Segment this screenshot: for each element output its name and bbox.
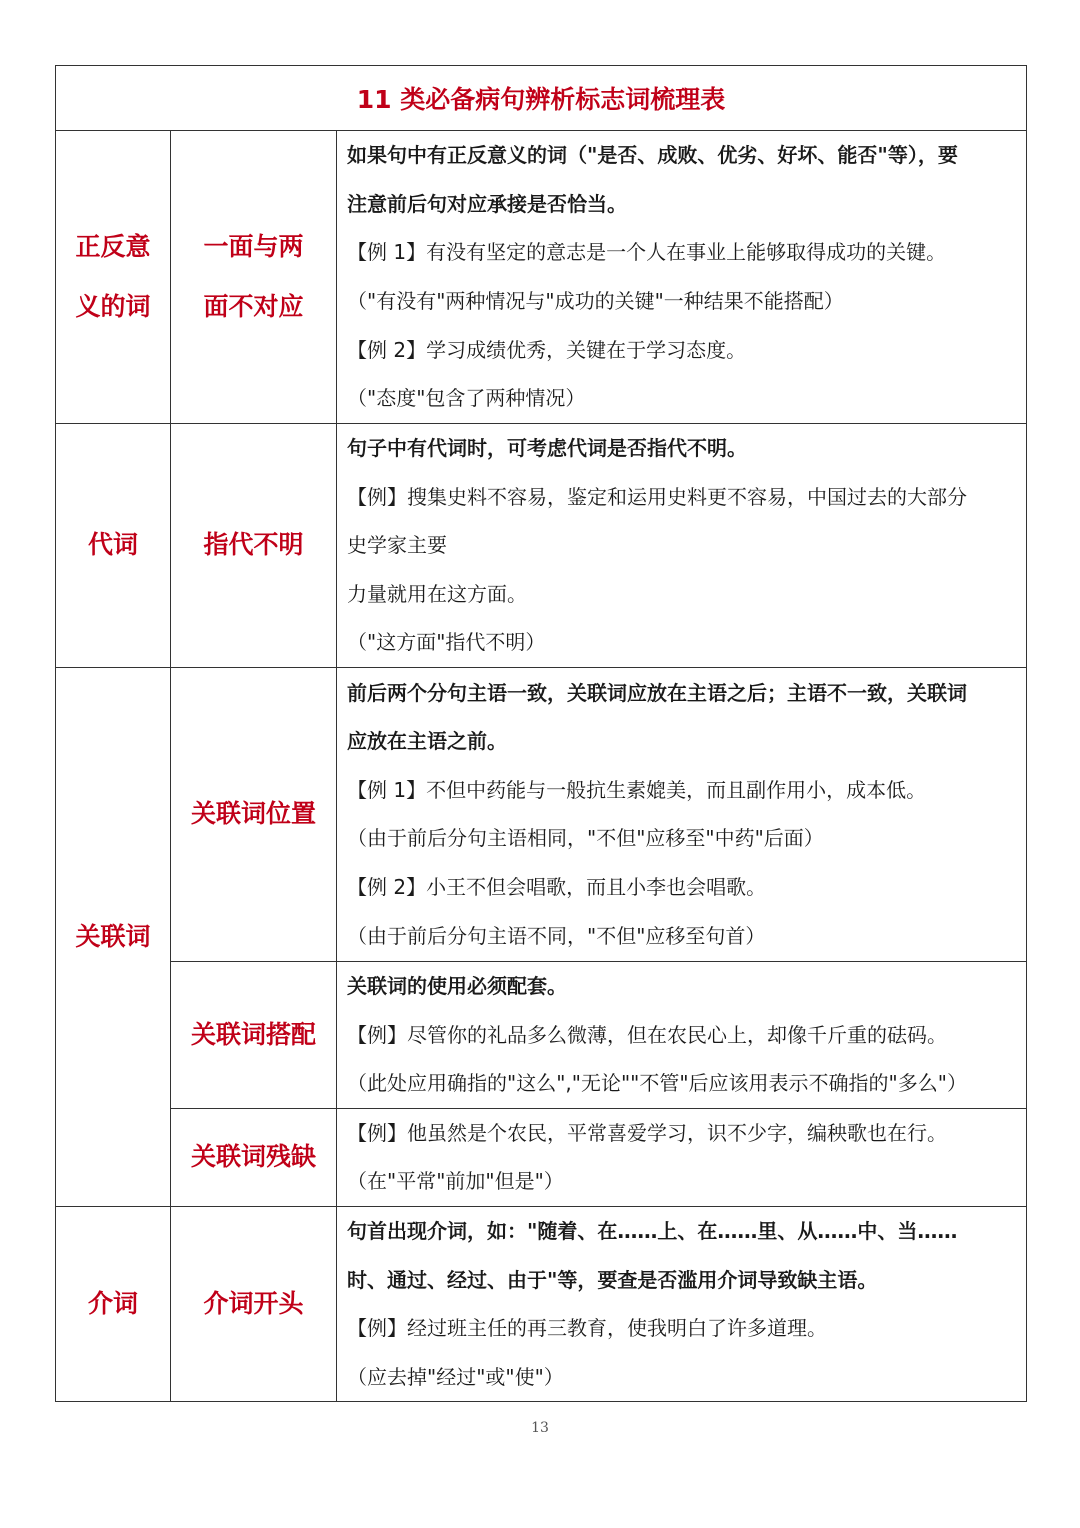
table-row [56,961,1027,1108]
content-cell [337,667,1027,961]
category-label: 正反意 [75,232,151,261]
category-cell [56,131,171,424]
subtype-cell [171,1108,337,1206]
rule-text: 如果句中有正反意义的词（"是否、成败、优劣、好坏、能否"等），要 [347,143,958,168]
content-cell [337,131,1027,424]
content-cell [337,1206,1027,1401]
rule-text: 关联词的使用必须配套。 [347,973,567,998]
summary-table [55,65,1027,1402]
subtype-cell [171,131,337,424]
subtype-cell [171,424,337,668]
example-text: （"这方面"指代不明） [347,630,546,655]
rule-text: 注意前后句对应承接是否恰当。 [347,191,627,216]
page-number: 13 [531,1420,549,1436]
example-text: 【例】经过班主任的再三教育，使我明白了许多道理。 [347,1316,827,1341]
category-cell [56,1206,171,1401]
category-cell [56,667,171,1206]
example-text: （由于前后分句主语相同，"不但"应移至"中药"后面） [347,826,824,851]
category-label: 义的词 [75,292,151,321]
rule-text: 时、通过、经过、由于"等，要查是否滥用介词导致缺主语。 [347,1267,878,1292]
example-text: 【例】尽管你的礼品多么微薄，但在农民心上，却像千斤重的砝码。 [347,1022,947,1047]
category-label: 关联词 [75,921,151,951]
subtype-cell [171,961,337,1108]
example-text: （"态度"包含了两种情况） [347,386,586,411]
example-text: 力量就用在这方面。 [347,581,527,606]
subtype-cell [171,1206,337,1401]
table-row [56,131,1027,424]
table-title: 11 类必备病句辨析标志词梳理表 [56,66,1027,131]
example-text: （在"平常"前加"但是"） [347,1169,564,1194]
example-text: （此处应用确指的"这么","无论""不管"后应该用表示不确指的"多么"） [347,1071,967,1096]
example-text: 【例 2】小王不但会唱歌，而且小李也会唱歌。 [347,875,767,900]
example-text: 【例 1】不但中药能与一般抗生素媲美，而且副作用小，成本低。 [347,777,927,802]
content-cell [337,1108,1027,1206]
example-text: （"有没有"两种情况与"成功的关键"一种结果不能搭配） [347,289,844,313]
example-text: 【例 2】学习成绩优秀，关键在于学习态度。 [347,337,747,362]
rule-text: 前后两个分句主语一致，关联词应放在主语之后；主语不一致，关联词 [347,680,967,705]
example-text: 【例】搜集史料不容易，鉴定和运用史料更不容易，中国过去的大部分 [347,484,967,509]
example-text: 【例】他虽然是个农民，平常喜爱学习，识不少字，编秧歌也在行。 [347,1120,947,1145]
category-label: 介词 [87,1289,138,1319]
content-cell [337,961,1027,1108]
subtype-label: 面不对应 [203,292,304,321]
subtype-cell [171,667,337,961]
example-text: （由于前后分句主语不同，"不但"应移至句首） [347,923,766,948]
subtype-label: 一面与两 [203,232,304,261]
table-row [56,424,1027,668]
table-row [56,1206,1027,1401]
rule-text: 句首出现介词，如："随着、在……上、在……里、从……中、当…… [347,1218,958,1243]
subtype-label: 关联词位置 [190,799,316,829]
rule-text: 应放在主语之前。 [347,729,507,754]
category-cell [56,424,171,668]
table-row [56,667,1027,961]
example-text: （应去掉"经过"或"使"） [347,1364,564,1389]
subtype-label: 关联词搭配 [190,1019,316,1049]
subtype-label: 关联词残缺 [190,1142,316,1172]
content-cell [337,424,1027,668]
subtype-label: 介词开头 [203,1289,304,1319]
rule-text: 句子中有代词时，可考虑代词是否指代不明。 [347,436,747,460]
category-label: 代词 [87,530,138,560]
example-text: 史学家主要 [347,533,447,558]
subtype-label: 指代不明 [203,530,304,560]
table-row [56,1108,1027,1206]
example-text: 【例 1】有没有坚定的意志是一个人在事业上能够取得成功的关键。 [347,240,947,265]
